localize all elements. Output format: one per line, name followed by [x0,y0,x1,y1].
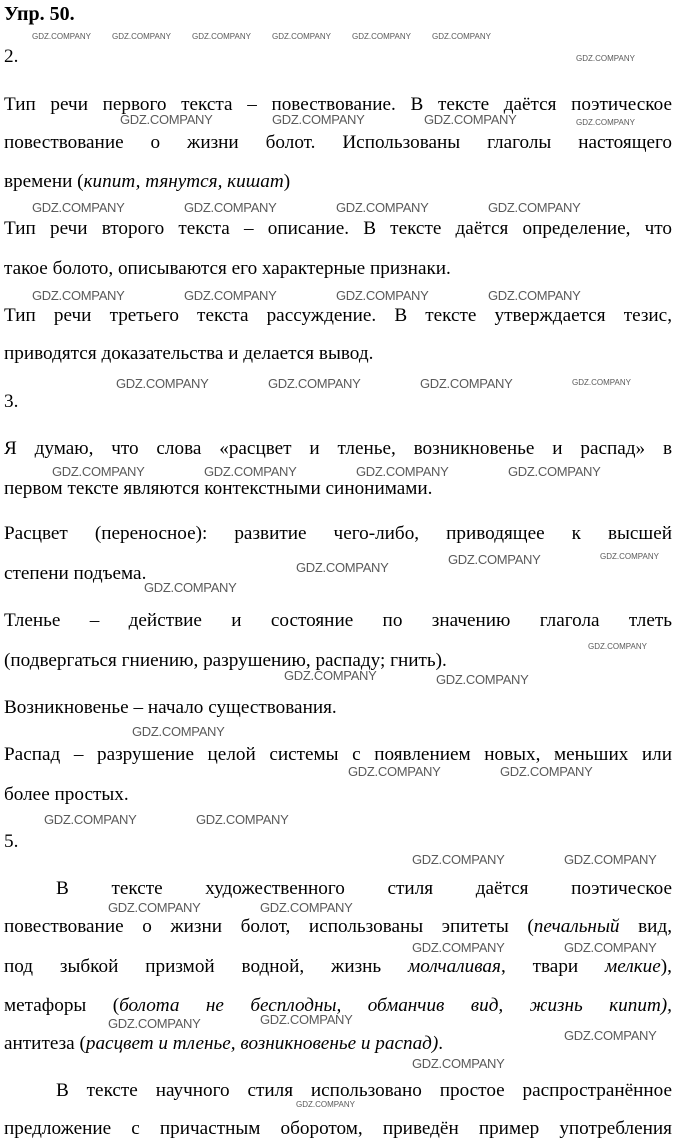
watermark: GDZ.COMPANY [576,54,635,63]
watermark: GDZ.COMPANY [576,118,635,127]
watermark: GDZ.COMPANY [336,288,429,303]
paragraph-line: Распад – разрушение целой системы с появлением новых, меньших или [4,744,672,765]
watermark: GDZ.COMPANY [336,200,429,215]
paragraph-line: предложение с причастным оборотом, приведён пример употребления [4,1118,672,1139]
watermark: GDZ.COMPANY [424,112,517,127]
italic-example: печальный [533,916,620,937]
paragraph-line: Расцвет (переносное): развитие чего-либо, приводящее к высшей [4,523,672,544]
watermark: GDZ.COMPANY [260,1012,353,1027]
paragraph-line: В тексте научного стиля использовано простое распространённое [56,1080,672,1101]
watermark: GDZ.COMPANY [296,560,389,575]
watermark: GDZ.COMPANY [184,200,277,215]
watermark: GDZ.COMPANY [204,464,297,479]
watermark: GDZ.COMPANY [192,32,251,41]
watermark: GDZ.COMPANY [448,552,541,567]
watermark: GDZ.COMPANY [52,464,145,479]
paragraph-line: такое болото, описываются его характерные признаки. [4,258,451,279]
watermark: GDZ.COMPANY [120,112,213,127]
paragraph-line: (подвергаться гниению, разрушению, распаду; гнить). [4,650,447,671]
watermark: GDZ.COMPANY [32,200,125,215]
watermark: GDZ.COMPANY [284,668,377,683]
watermark: GDZ.COMPANY [356,464,449,479]
paragraph-line: Возникновенье – начало существования. [4,697,337,718]
watermark: GDZ.COMPANY [132,724,225,739]
paragraph-line: времени (кипит, тянутся, кишат) [4,171,291,192]
watermark: GDZ.COMPANY [436,672,529,687]
paragraph-line: под зыбкой призмой водной, жизнь молчаливая, твари мелкие), [4,956,672,977]
watermark: GDZ.COMPANY [116,376,209,391]
watermark: GDZ.COMPANY [196,812,289,827]
watermark: GDZ.COMPANY [432,32,491,41]
watermark: GDZ.COMPANY [44,812,137,827]
exercise-title: Упр. 50. [4,3,75,25]
watermark: GDZ.COMPANY [348,764,441,779]
paragraph-line: Тленье – действие и состояние по значению глагола тлеть [4,610,672,631]
italic-example: молчаливая [408,956,501,977]
watermark: GDZ.COMPANY [564,940,657,955]
watermark: GDZ.COMPANY [108,900,201,915]
watermark: GDZ.COMPANY [488,200,581,215]
italic-example: расцвет и тленье, возникновенье и распад) [85,1033,439,1054]
watermark: GDZ.COMPANY [184,288,277,303]
watermark: GDZ.COMPANY [420,376,513,391]
watermark: GDZ.COMPANY [564,1028,657,1043]
paragraph-line: более простых. [4,784,129,805]
paragraph-line: повествование о жизни болот. Использованы глаголы настоящего [4,132,672,153]
paragraph-line: метафоры (болота не бесплодны, обманчив вид, жизнь кипит), [4,995,672,1016]
watermark: GDZ.COMPANY [500,764,593,779]
paragraph-line: степени подъема. [4,563,147,584]
paragraph-line: Тип речи второго текста – описание. В тексте даётся определение, что [4,218,672,239]
paragraph-line: антитеза (расцвет и тленье, возникновенье и распад). [4,1033,444,1054]
paragraph-line: приводятся доказательства и делается вывод. [4,343,374,364]
watermark: GDZ.COMPANY [508,464,601,479]
watermark: GDZ.COMPANY [352,32,411,41]
watermark: GDZ.COMPANY [144,580,237,595]
watermark: GDZ.COMPANY [588,642,647,651]
section-5-number: 5. [4,831,19,852]
paragraph-line: первом тексте являются контекстными синонимами. [4,478,433,499]
watermark: GDZ.COMPANY [600,552,659,561]
italic-example: кипит, тянутся, кишат [83,171,284,192]
watermark: GDZ.COMPANY [564,852,657,867]
watermark: GDZ.COMPANY [572,378,631,387]
watermark: GDZ.COMPANY [32,32,91,41]
watermark: GDZ.COMPANY [272,112,365,127]
watermark: GDZ.COMPANY [108,1016,201,1031]
section-3-number: 3. [4,391,19,412]
section-2-number: 2. [4,46,19,67]
watermark: GDZ.COMPANY [268,376,361,391]
watermark: GDZ.COMPANY [412,1056,505,1071]
watermark: GDZ.COMPANY [296,1100,355,1109]
watermark: GDZ.COMPANY [488,288,581,303]
watermark: GDZ.COMPANY [260,900,353,915]
paragraph-line: В тексте художественного стиля даётся поэтическое [56,878,672,899]
watermark: GDZ.COMPANY [412,852,505,867]
paragraph-line: Я думаю, что слова «расцвет и тленье, возникновенье и распад» в [4,438,672,459]
italic-example: мелкие [605,956,661,977]
watermark: GDZ.COMPANY [272,32,331,41]
watermark: GDZ.COMPANY [32,288,125,303]
paragraph-line: Тип речи первого текста – повествование. В тексте даётся поэтическое [4,94,672,115]
paragraph-line: повествование о жизни болот, использованы эпитеты (печальный вид, [4,916,673,937]
paragraph-line: Тип речи третьего текста рассуждение. В тексте утверждается тезис, [4,305,672,326]
watermark: GDZ.COMPANY [112,32,171,41]
italic-example: болота не бесплодны, обманчив вид, жизнь кипит), [119,995,672,1016]
watermark: GDZ.COMPANY [412,940,505,955]
